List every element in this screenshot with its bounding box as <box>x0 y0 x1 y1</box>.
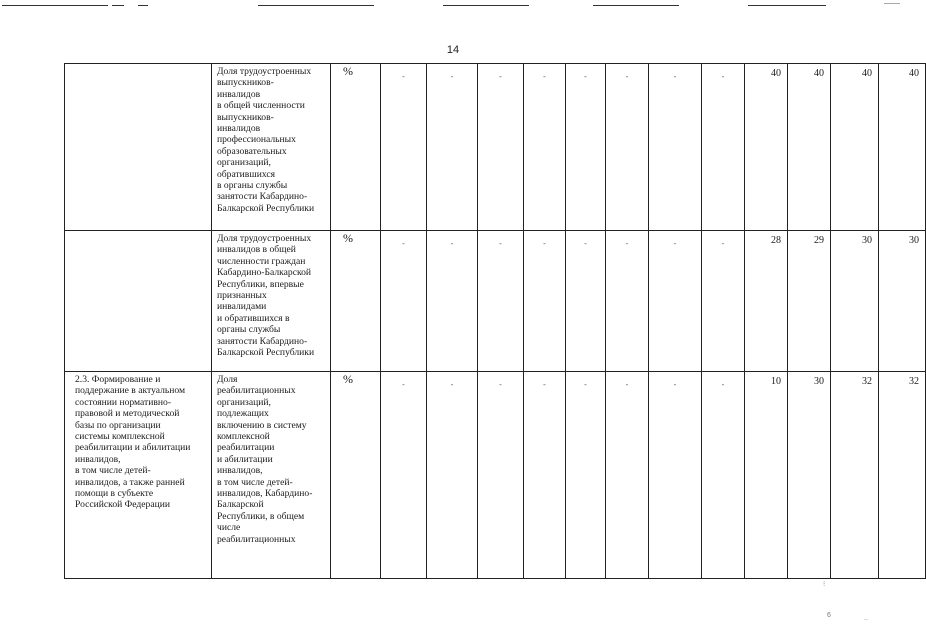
value-cell <box>606 372 649 579</box>
value-text: 10 <box>771 376 781 387</box>
value-text: - <box>450 72 454 81</box>
indicator-cell: Доля трудоустроенных выпускников- инвалидов в общей численности выпускников- инвалидов профессиональных образовательных организаций, обратившихся в органы службы занятости Кабардино- Балкарской Республики <box>212 64 331 231</box>
margin-mark: 6 <box>827 612 831 619</box>
scan-artifact-line <box>2 5 108 6</box>
value-cell <box>478 372 524 579</box>
scan-artifact-line <box>258 5 374 6</box>
value-cell <box>831 64 879 231</box>
value-cell <box>427 64 478 231</box>
value-cell <box>702 372 745 579</box>
value-cell <box>566 372 606 579</box>
value-cell <box>478 64 524 231</box>
value-cell <box>381 64 427 231</box>
indicator-cell: Доля трудоустроенных инвалидов в общей численности граждан Кабардино-Балкарской Республики, впервые признанных инвалидами и обратившихся в органы службы занятости Кабардино- Балкарской Республики <box>212 231 331 372</box>
value-text: - <box>499 239 502 248</box>
unit-cell: % <box>331 64 381 231</box>
value-cell <box>427 231 478 372</box>
value-cell <box>788 231 831 372</box>
value-cell <box>649 231 702 372</box>
value-cell <box>702 64 745 231</box>
table-row <box>65 231 926 372</box>
value-cell <box>606 64 649 231</box>
value-cell <box>524 64 566 231</box>
margin-mark: ⁝ <box>823 581 826 588</box>
value-cell <box>745 64 788 231</box>
value-text: - <box>499 380 502 389</box>
scan-artifact-line <box>748 5 826 6</box>
value-text: - <box>721 380 725 389</box>
value-text: - <box>543 380 546 389</box>
value-text: - <box>625 239 629 248</box>
value-text: - <box>450 380 454 389</box>
value-text: - <box>673 239 677 248</box>
value-text: - <box>584 380 587 389</box>
task-cell <box>65 231 212 372</box>
value-text: - <box>673 72 677 81</box>
value-text: 32 <box>909 376 919 387</box>
margin-mark: .. <box>864 615 868 622</box>
value-cell <box>649 372 702 579</box>
value-cell <box>745 231 788 372</box>
table-row <box>65 372 926 579</box>
indicator-cell: Доля реабилитационных организаций, подлежащих включению в систему комплексной реабилитации и абилитации инвалидов, в том числе детей- инвалидов, Кабардино- Балкарской Республики, в общем числе реабилитационных <box>212 372 331 579</box>
value-text: - <box>721 239 725 248</box>
scan-artifact-line <box>884 3 900 4</box>
task-cell <box>65 64 212 231</box>
value-text: 30 <box>909 235 919 246</box>
value-text: - <box>625 72 629 81</box>
value-cell <box>381 372 427 579</box>
value-text: 30 <box>814 376 824 387</box>
value-cell <box>788 372 831 579</box>
value-cell <box>879 64 926 231</box>
value-cell <box>478 231 524 372</box>
value-text: - <box>721 72 725 81</box>
value-text: 40 <box>771 68 781 79</box>
value-cell <box>788 64 831 231</box>
value-text: 40 <box>862 68 872 79</box>
value-text: 30 <box>862 235 872 246</box>
value-cell <box>879 231 926 372</box>
value-cell <box>879 372 926 579</box>
value-text: - <box>584 239 587 248</box>
value-text: - <box>543 239 546 248</box>
task-cell: 2.3. Формирование и поддержание в актуальном состоянии нормативно- правовой и методической базы по организации системы комплексной реабилитации и абилитации инвалидов, в том числе детей- инвалидов, а также ранней помощи в субъекте Российской Федерации <box>65 372 212 579</box>
scan-artifact-line <box>112 5 124 6</box>
value-cell <box>524 231 566 372</box>
value-text: - <box>625 380 629 389</box>
value-text: - <box>543 72 546 81</box>
unit-cell: % <box>331 372 381 579</box>
value-text: - <box>402 380 405 389</box>
value-cell <box>606 231 649 372</box>
value-text: - <box>402 72 405 81</box>
value-cell <box>649 64 702 231</box>
scan-artifact-line <box>443 5 529 6</box>
value-text: - <box>499 72 502 81</box>
page-number: 14 <box>446 44 460 56</box>
value-text: - <box>402 239 405 248</box>
value-text: 32 <box>862 376 872 387</box>
scan-artifact-line <box>138 5 148 6</box>
value-cell <box>381 231 427 372</box>
value-text: 28 <box>771 235 781 246</box>
unit-cell: % <box>331 231 381 372</box>
value-text: - <box>450 239 454 248</box>
value-text: - <box>673 380 677 389</box>
value-cell <box>831 231 879 372</box>
indicators-table <box>64 63 926 579</box>
value-cell <box>566 231 606 372</box>
value-cell <box>702 231 745 372</box>
value-text: 40 <box>814 68 824 79</box>
value-cell <box>427 372 478 579</box>
value-text: 40 <box>909 68 919 79</box>
value-cell <box>831 372 879 579</box>
scan-artifact-line <box>593 5 679 6</box>
value-text: 29 <box>814 235 824 246</box>
value-cell <box>524 372 566 579</box>
value-cell <box>745 372 788 579</box>
value-cell <box>566 64 606 231</box>
value-text: - <box>584 72 587 81</box>
table-row <box>65 64 926 231</box>
